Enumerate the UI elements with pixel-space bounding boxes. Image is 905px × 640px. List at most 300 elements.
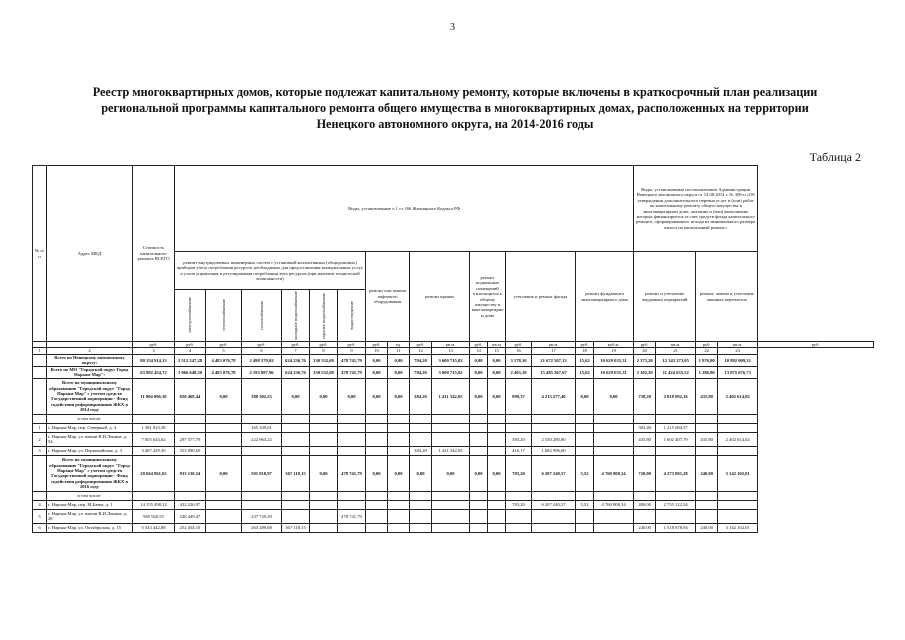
row-value: 1 976,80	[696, 354, 718, 366]
row-value	[366, 500, 388, 509]
row-value	[310, 446, 338, 455]
row-value	[432, 432, 470, 446]
row-value	[366, 423, 388, 432]
row-value	[338, 523, 366, 532]
row-value: 0,00	[488, 354, 506, 366]
unit-cell: руб.	[175, 342, 206, 348]
row-value	[594, 509, 634, 523]
table-body	[33, 354, 874, 532]
row-value: 435,80	[696, 432, 718, 446]
table-row	[33, 378, 874, 414]
row-value: 0,00	[366, 354, 388, 366]
row-value: 80 154 914,13	[133, 354, 175, 366]
document-title	[40, 84, 870, 132]
row-value	[470, 446, 488, 455]
row-value	[242, 414, 282, 423]
row-value	[532, 509, 576, 523]
row-value: 0,00	[366, 378, 388, 414]
row-value: 0,00	[388, 366, 410, 378]
row-value: 1 431 342,05	[432, 378, 470, 414]
row-value: 240,00	[696, 523, 718, 532]
title-line-1: Реестр многоквартирных домов, которые подлежат капитальному ремонту, которые включены в краткосрочный план реализации	[92, 85, 818, 99]
row-value: 480,00	[634, 500, 656, 509]
row-address: г. Нарьян-Мар, ул. имени В.И.Ленина, д. 28	[47, 509, 133, 523]
unit-cell: руб.	[282, 342, 310, 348]
row-value	[310, 500, 338, 509]
header-sub-heating-label: теплоснабжение	[220, 299, 226, 332]
column-number-cell: 8	[310, 348, 338, 354]
unit-cell: руб.	[634, 342, 656, 348]
row-value	[576, 432, 594, 446]
row-value: 14 155 498,22	[133, 500, 175, 509]
row-value	[432, 491, 470, 500]
row-value: 240,00	[696, 455, 718, 491]
row-value	[656, 509, 696, 523]
row-value	[410, 509, 432, 523]
column-number-cell: 5	[206, 348, 242, 354]
row-value: 302,40	[634, 423, 656, 432]
row-value: 13 075 676,73	[718, 366, 758, 378]
row-value	[310, 414, 338, 423]
column-number-cell: 16	[506, 348, 532, 354]
row-value	[506, 414, 532, 423]
row-value: 0,00	[388, 455, 410, 491]
header-elevator: ремонт или замена лифтового оборудования	[366, 252, 410, 342]
row-value	[133, 491, 175, 500]
table-row	[33, 414, 874, 423]
row-value: 2 402 614,02	[718, 378, 758, 414]
row-value	[388, 500, 410, 509]
row-value	[410, 523, 432, 532]
header-sub-gas	[242, 290, 282, 342]
row-address: Всего по МО "Городской округ Город Нарьян-Мар":	[47, 366, 133, 378]
row-value: 0,00	[206, 378, 242, 414]
row-value	[696, 500, 718, 509]
row-value: 1 286,80	[696, 366, 718, 378]
header-basement: ремонт подвальных помещений относящихся к общему имуществу в многоквартирном доме	[470, 252, 506, 342]
row-value	[532, 423, 576, 432]
row-value: 2 755 122,34	[656, 500, 696, 509]
row-value: 478 741,79	[338, 366, 366, 378]
header-sub-gas-label: газоснабжение	[258, 301, 264, 330]
row-value	[718, 500, 758, 509]
row-value	[388, 509, 410, 523]
row-value	[366, 491, 388, 500]
row-number: 6	[33, 523, 47, 532]
row-value: 0,00	[366, 455, 388, 491]
column-number-cell: 12	[410, 348, 432, 354]
row-value	[366, 523, 388, 532]
row-value	[576, 491, 594, 500]
unit-cell: куб.м.	[594, 342, 634, 348]
row-value	[310, 423, 338, 432]
row-value: 1 215 684,37	[656, 423, 696, 432]
row-value: 2 402 614,02	[718, 432, 758, 446]
header-windows: ремонт, замена и утепление оконных переплетов	[696, 252, 758, 342]
row-value: 0,00	[488, 378, 506, 414]
row-value: 435,80	[634, 432, 656, 446]
row-value: 650 468,44	[175, 378, 206, 414]
unit-cell: руб.	[470, 342, 488, 348]
row-number	[33, 491, 47, 500]
row-address: Всего по муниципальному образованию "Городской округ "Город Нарьян-Мар" с учетом средств Государственной корпорации - Фонд содействия реформированию ЖКХ в 2014 году	[47, 378, 133, 414]
row-value	[696, 446, 718, 455]
row-value: 11 904 096,30	[133, 378, 175, 414]
row-value: 2 403,10	[506, 366, 532, 378]
row-value: 15,62	[576, 354, 594, 366]
table-row	[33, 366, 874, 378]
row-value	[488, 500, 506, 509]
column-number-cell: 17	[532, 348, 576, 354]
unit-cell: кв.м	[488, 342, 506, 348]
row-value	[133, 414, 175, 423]
row-value: 583,20	[506, 432, 532, 446]
table-row	[33, 455, 874, 491]
row-value: 63 982 454,72	[133, 366, 175, 378]
row-value: 0,00	[576, 378, 594, 414]
row-value	[532, 523, 576, 532]
row-value	[338, 500, 366, 509]
column-number-cell: 4	[175, 348, 206, 354]
row-value: 1 682 996,60	[532, 446, 576, 455]
row-value	[432, 523, 470, 532]
row-value	[388, 491, 410, 500]
table-row	[33, 423, 874, 432]
row-value: 0,00	[432, 455, 470, 491]
row-value	[206, 500, 242, 509]
table-row	[33, 500, 874, 509]
unit-cell: руб.	[206, 342, 242, 348]
row-value: 4 483 076,78	[206, 366, 242, 378]
row-value: 6 207 240,57	[532, 500, 576, 509]
row-address: Всего по Ненецкому автономному округу:	[47, 354, 133, 366]
row-value	[470, 432, 488, 446]
column-number-cell: 18	[576, 348, 594, 354]
unit-cell: руб.	[758, 342, 874, 348]
row-value: 738,20	[634, 378, 656, 414]
header-sub-electricity	[175, 290, 206, 342]
row-value: 2 102,20	[634, 366, 656, 378]
row-value	[206, 523, 242, 532]
row-value	[206, 446, 242, 455]
row-value: 7 055 643,62	[133, 432, 175, 446]
row-value: 0,00	[310, 455, 338, 491]
header-internal-systems: ремонт внутридомовых инженерных систем с установкой коллективных (общедомовых) приборов учета потребления ресурсов, необходимых для предоставления коммунальных услуг, и узлов управления и регулирования потребления этих ресурсов (при наличии технической возможности)	[175, 252, 366, 290]
column-number-cell: 11	[388, 348, 410, 354]
row-value: 0,00	[282, 378, 310, 414]
row-value	[470, 491, 488, 500]
row-value	[594, 432, 634, 446]
column-number-cell: 2	[47, 348, 133, 354]
row-value	[388, 432, 410, 446]
row-value: 248 449,47	[175, 509, 206, 523]
row-value: 384,20	[410, 446, 432, 455]
page-number: 3	[450, 22, 455, 33]
row-value	[410, 414, 432, 423]
row-value	[634, 446, 656, 455]
table-row	[33, 446, 874, 455]
row-value	[594, 491, 634, 500]
row-value: 0,00	[470, 354, 488, 366]
row-value: 478 741,79	[338, 455, 366, 491]
row-value: 330 532,68	[310, 366, 338, 378]
unit-cell: кв.м.	[656, 342, 696, 348]
row-value: 783,20	[506, 500, 532, 509]
row-number	[33, 366, 47, 378]
row-value: 5,52	[576, 500, 594, 509]
row-value: 4 760 908,34	[594, 500, 634, 509]
row-value: 0,00	[206, 455, 242, 491]
row-value: 367 118,15	[282, 455, 310, 491]
row-value: 999,37	[506, 378, 532, 414]
row-value	[175, 423, 206, 432]
header-types-zhk: Виды, установленные ч 1 ст 166 Жилищного Кодекса РФ	[175, 166, 634, 252]
row-value: 0,00	[338, 378, 366, 414]
unit-cell: руб.	[576, 342, 594, 348]
header-sub-heating	[206, 290, 242, 342]
row-value	[282, 432, 310, 446]
table-row	[33, 509, 874, 523]
row-value	[488, 523, 506, 532]
row-value	[366, 432, 388, 446]
row-value: 965 920,55	[133, 509, 175, 523]
header-number: № п/п	[33, 166, 47, 342]
row-value	[338, 432, 366, 446]
row-value: 240,00	[634, 523, 656, 532]
header-sub-cold-water	[282, 290, 310, 342]
column-number-cell: 10	[366, 348, 388, 354]
row-value: 3 600 715,02	[432, 354, 470, 366]
header-address: Адрес МКД	[47, 166, 133, 342]
unit-cell: руб.	[133, 342, 175, 348]
row-value	[206, 509, 242, 523]
row-value: 0,00	[488, 366, 506, 378]
row-value: 0,00	[470, 455, 488, 491]
row-value	[338, 446, 366, 455]
row-value: 10 629 035,31	[594, 366, 634, 378]
row-value: 478 741,79	[338, 354, 366, 366]
row-value: 794,20	[410, 366, 432, 378]
row-address: г. Нарьян-Мар, ул. имени В.И.Ленина, д. 54	[47, 432, 133, 446]
row-value	[206, 432, 242, 446]
row-value	[696, 509, 718, 523]
column-number-cell: 21	[656, 348, 696, 354]
row-value	[206, 491, 242, 500]
row-value	[282, 414, 310, 423]
row-number: 4	[33, 500, 47, 509]
table-label: Таблица 2	[809, 150, 861, 164]
row-value	[282, 491, 310, 500]
table-row	[33, 491, 874, 500]
header-sub-hot-water	[310, 290, 338, 342]
column-number-cell: 1	[33, 348, 47, 354]
row-value	[310, 491, 338, 500]
row-value	[576, 509, 594, 523]
unit-cell: кв.м.	[432, 342, 470, 348]
column-number-cell: 7	[282, 348, 310, 354]
row-value	[576, 446, 594, 455]
row-value: 5,52	[576, 455, 594, 491]
row-value: 416,17	[506, 446, 532, 455]
row-value: 252 454,10	[175, 523, 206, 532]
row-value: 478 741,79	[338, 509, 366, 523]
row-value	[206, 414, 242, 423]
row-number: 2	[33, 432, 47, 446]
row-value: 4 213 277,40	[532, 378, 576, 414]
row-value	[282, 509, 310, 523]
row-value: 10 629 035,31	[594, 354, 634, 366]
row-value	[506, 509, 532, 523]
header-foundation: ремонт фундамента многоквартирного дома	[576, 252, 634, 342]
row-value	[576, 523, 594, 532]
row-value	[282, 423, 310, 432]
row-value: 0,00	[410, 455, 432, 491]
row-value: 2 818 092,16	[656, 378, 696, 414]
table-row	[33, 354, 874, 366]
unit-cell: ед.	[388, 342, 410, 348]
row-value	[488, 491, 506, 500]
row-value: 237 729,29	[242, 509, 282, 523]
row-value: 353 090,65	[175, 446, 206, 455]
row-value: 3 142 102,01	[718, 523, 758, 532]
column-number-cell: 9	[338, 348, 366, 354]
row-value	[488, 509, 506, 523]
row-value	[366, 414, 388, 423]
row-value	[432, 509, 470, 523]
row-value: 20 664 861,65	[133, 455, 175, 491]
row-value: 0,00	[594, 378, 634, 414]
row-value: 0,00	[388, 354, 410, 366]
row-value: 1 966 648,50	[175, 366, 206, 378]
row-address: г. Нарьян-Мар, пер. М.Баева, д. 1	[47, 500, 133, 509]
unit-cell: руб.	[366, 342, 388, 348]
row-value: 15,62	[576, 366, 594, 378]
row-value: 624 236,76	[282, 366, 310, 378]
header-sub-electricity-label: электроснабжение	[187, 297, 193, 334]
header-facade: утепление и ремонт фасада	[506, 252, 576, 342]
row-value	[388, 423, 410, 432]
column-number-cell: 14	[470, 348, 488, 354]
row-value: 10 892 009,31	[718, 354, 758, 366]
unit-cell: руб.	[242, 342, 282, 348]
row-value	[594, 523, 634, 532]
row-value: 0,00	[388, 378, 410, 414]
row-value	[656, 414, 696, 423]
unit-cell: руб.	[696, 342, 718, 348]
row-value: 6 207 240,57	[532, 455, 576, 491]
row-value: 4 760 908,34	[594, 455, 634, 491]
row-value	[470, 414, 488, 423]
row-value: 15 485 267,67	[532, 366, 576, 378]
row-value	[470, 523, 488, 532]
row-value: 11 424 635,52	[656, 366, 696, 378]
row-value	[366, 446, 388, 455]
row-value: 1 431 342,05	[432, 446, 470, 455]
row-value: 222 963,22	[242, 432, 282, 446]
row-value	[576, 423, 594, 432]
row-value: 3 142 102,01	[718, 455, 758, 491]
row-value	[718, 446, 758, 455]
row-value	[634, 509, 656, 523]
header-cost: Стоимость капитального ремонта ВСЕГО	[133, 166, 175, 342]
row-value	[634, 491, 656, 500]
row-value: 0,00	[366, 366, 388, 378]
row-value	[696, 423, 718, 432]
unit-cell: кв.м.	[532, 342, 576, 348]
row-value	[175, 414, 206, 423]
header-insulation: ремонт и утепление чердачных перекрытий	[634, 252, 696, 342]
row-value	[506, 491, 532, 500]
row-value: 0,00	[470, 366, 488, 378]
row-value	[488, 423, 506, 432]
row-number: 1	[33, 423, 47, 432]
row-value	[470, 423, 488, 432]
column-number-cell: 3	[133, 348, 175, 354]
row-value: 384,20	[410, 378, 432, 414]
row-value: 12 343 373,05	[656, 354, 696, 366]
row-value	[594, 414, 634, 423]
unit-cell: руб.	[338, 342, 366, 348]
row-value	[388, 446, 410, 455]
row-number	[33, 354, 47, 366]
row-value: 367 118,15	[282, 523, 310, 532]
row-value	[338, 423, 366, 432]
row-value	[594, 423, 634, 432]
row-value	[338, 491, 366, 500]
row-value	[696, 414, 718, 423]
unit-cell: руб.	[506, 342, 532, 348]
row-value	[310, 432, 338, 446]
column-number-cell: 19	[594, 348, 634, 354]
row-value	[656, 446, 696, 455]
row-value	[206, 423, 242, 432]
row-value	[282, 500, 310, 509]
row-value: 2 373,20	[634, 354, 656, 366]
row-value	[488, 446, 506, 455]
column-number-cell: 20	[634, 348, 656, 354]
row-value	[470, 509, 488, 523]
row-value: 0,00	[488, 455, 506, 491]
row-number	[33, 455, 47, 491]
row-value	[410, 500, 432, 509]
row-value: 21 672 567,13	[532, 354, 576, 366]
row-value	[410, 491, 432, 500]
row-value: 1 381 023,38	[133, 423, 175, 432]
row-value	[656, 491, 696, 500]
row-value: 2 193 887,96	[242, 366, 282, 378]
row-value	[506, 423, 532, 432]
header-types-ordinance: Виды, установленные постановлением Администрации Ненецкого автономного округа от 14.08.2014 г. № 306-п «Об утверждении дополнительного перечня услуг и (или) работ по капитальному ремонту общего имущества в многоквартирном доме, оказание и (или) выполнение которых финансируется за счет средств фонда капитального ремонта, сформированного исходя из минимального размера взноса на капитальный ремонт»	[634, 166, 758, 252]
header-sub-hot-water-label: горячее водоснабжение	[320, 292, 326, 339]
row-value	[470, 500, 488, 509]
row-value	[488, 432, 506, 446]
row-value	[388, 414, 410, 423]
row-value: 4 273 801,28	[656, 455, 696, 491]
row-value: 165 339,01	[242, 423, 282, 432]
row-address: в том числе:	[47, 491, 133, 500]
row-address: г. Нарьян-Мар, ул. Первомайская, д. 3	[47, 446, 133, 455]
row-value: 933 130,54	[175, 455, 206, 491]
column-number-cell: 6	[242, 348, 282, 354]
row-number: 3	[33, 446, 47, 455]
row-value	[718, 414, 758, 423]
row-value	[410, 423, 432, 432]
row-value	[594, 446, 634, 455]
row-number	[33, 414, 47, 423]
registry-table	[32, 165, 874, 533]
row-address: Всего по муниципальному образованию "Городской округ "Город Нарьян-Мар" с учетом средств Государственной корпорации - Фонд содействия реформированию ЖКХ в 2016 году	[47, 455, 133, 491]
row-value: 297 377,79	[175, 432, 206, 446]
